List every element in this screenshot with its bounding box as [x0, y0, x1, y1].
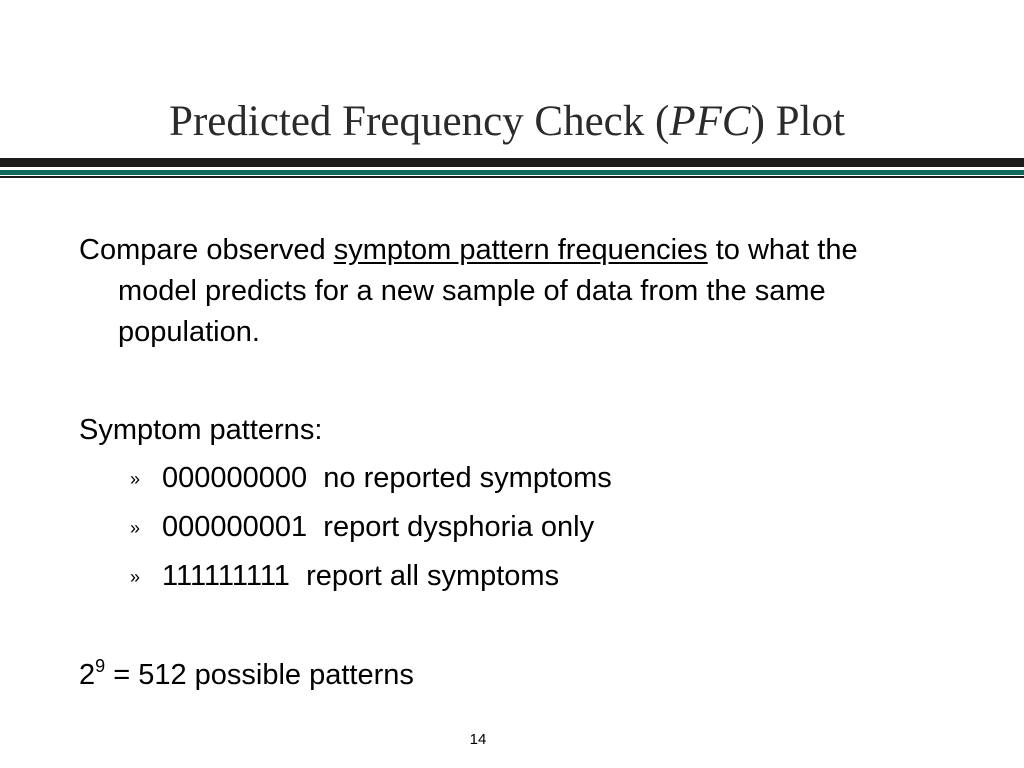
pattern-description: report all symptoms — [306, 560, 560, 592]
title-divider-top — [0, 158, 1024, 167]
page-number: 14 — [469, 731, 487, 748]
bullet-marker-icon: » — [130, 567, 141, 587]
bullet-marker-icon: » — [130, 469, 141, 489]
slide-title-end: ) Plot — [750, 98, 845, 145]
pattern-description: report dysphoria only — [323, 511, 595, 543]
intro-text-start: Compare observed — [79, 234, 334, 266]
intro-paragraph — [79, 230, 938, 353]
pattern-description: no reported symptoms — [323, 462, 612, 494]
intro-underlined-term: symptom pattern frequencies — [333, 234, 708, 266]
intro-text-end: to what the model predicts for a new sample of data from the same population. — [118, 234, 858, 348]
pattern-list-item — [130, 507, 594, 549]
pattern-code: 111111111 — [162, 560, 290, 592]
pattern-list-item — [130, 556, 559, 598]
slide-title-acronym: PFC — [669, 98, 751, 145]
formula-rest: = 512 possible patterns — [105, 659, 414, 691]
patterns-heading: Symptom patterns: — [79, 414, 323, 446]
pattern-list-item — [130, 458, 612, 500]
title-divider-bottom — [0, 176, 1024, 178]
formula-base: 2 — [79, 659, 96, 691]
formula-exponent: 9 — [95, 656, 106, 676]
title-divider-accent — [0, 170, 1024, 175]
slide-title — [0, 96, 1014, 148]
pattern-code: 000000000 — [162, 462, 308, 494]
slide-title-main: Predicted Frequency Check ( — [169, 98, 670, 145]
pattern-count-formula — [79, 655, 938, 696]
pattern-code: 000000001 — [162, 511, 308, 543]
bullet-marker-icon: » — [130, 518, 141, 538]
